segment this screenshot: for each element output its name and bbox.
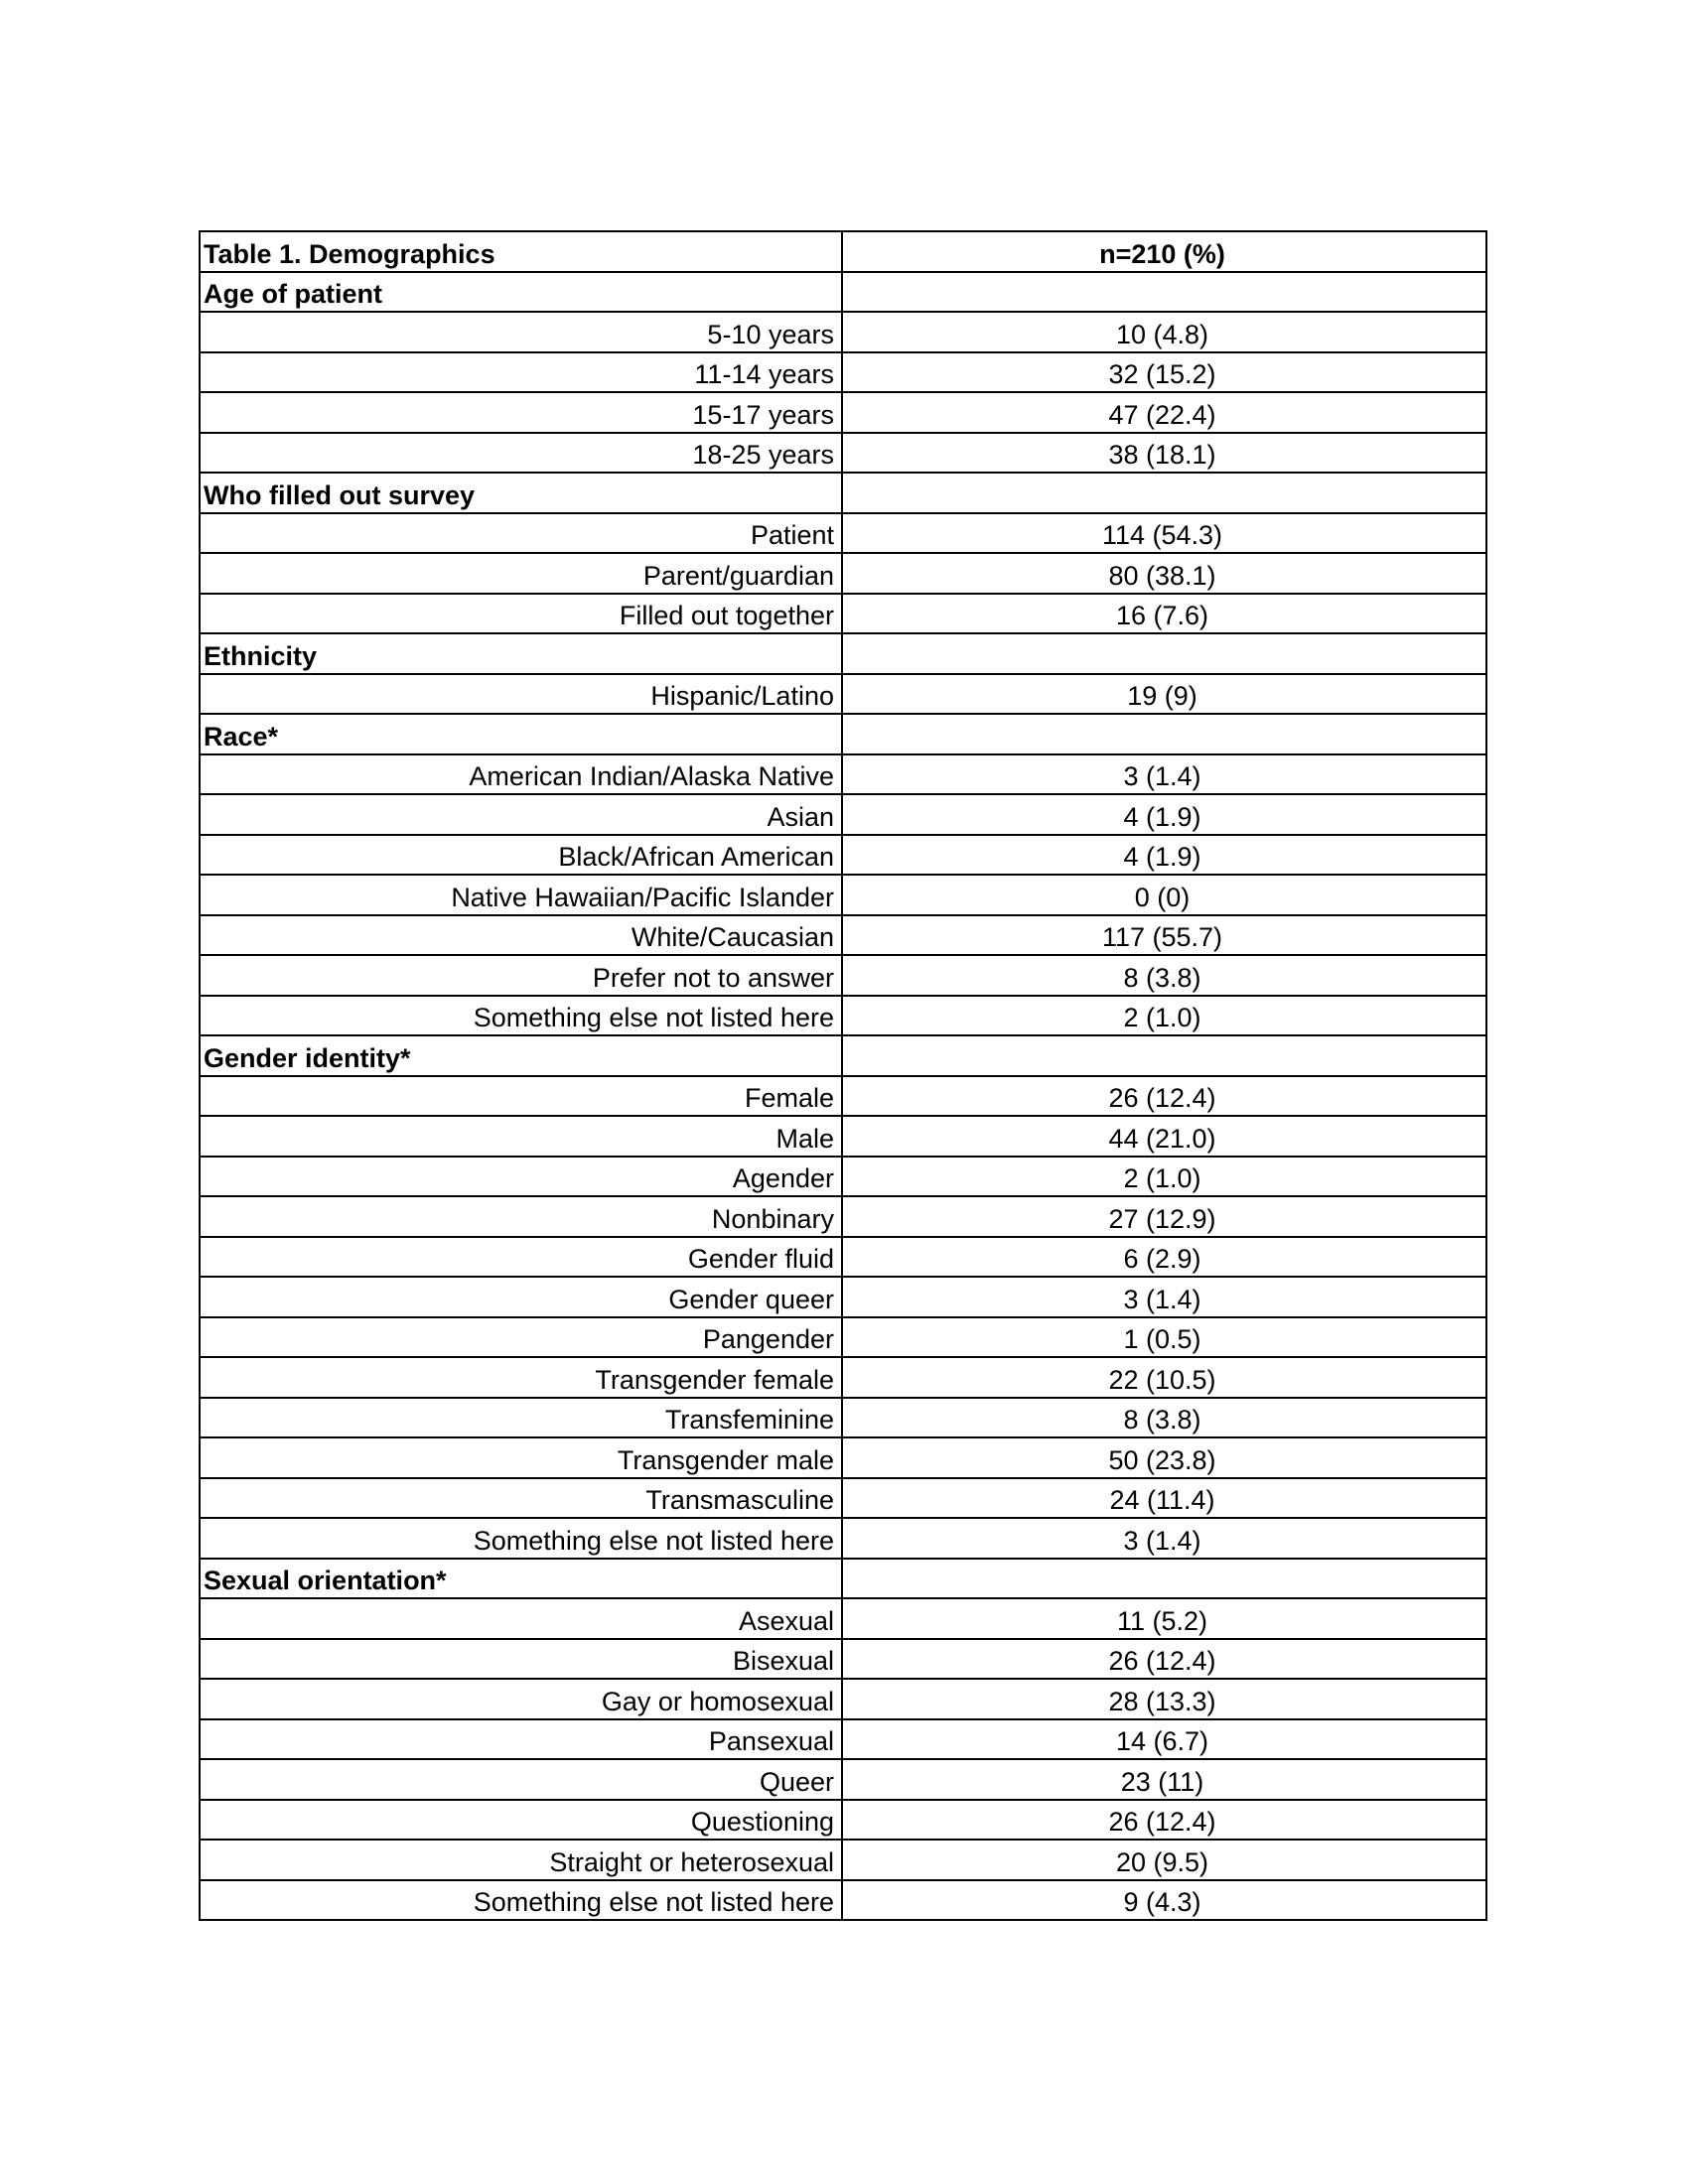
table-row <box>200 392 1486 433</box>
table-row <box>200 754 1486 795</box>
count-value: 3 (1.4) <box>842 754 1486 795</box>
category-label: Black/African American <box>200 835 842 876</box>
table-row <box>200 513 1486 554</box>
category-label: Transmasculine <box>200 1478 842 1519</box>
table-row <box>200 1800 1486 1841</box>
category-label: 15-17 years <box>200 392 842 433</box>
table-row <box>200 594 1486 634</box>
table-row <box>200 1840 1486 1880</box>
section-label: Age of patient <box>200 272 842 313</box>
empty-cell <box>842 714 1486 754</box>
category-label: Gay or homosexual <box>200 1679 842 1719</box>
count-value: 50 (23.8) <box>842 1437 1486 1478</box>
category-label: Bisexual <box>200 1639 842 1680</box>
count-value: 32 (15.2) <box>842 352 1486 393</box>
section-label: Race* <box>200 714 842 754</box>
section-row <box>200 633 1486 674</box>
category-label: Gender fluid <box>200 1237 842 1278</box>
table-row <box>200 433 1486 474</box>
category-label: White/Caucasian <box>200 915 842 956</box>
table-title: Table 1. Demographics <box>200 231 842 272</box>
category-label: Transfeminine <box>200 1398 842 1438</box>
section-row <box>200 473 1486 513</box>
table-header-row <box>200 231 1486 272</box>
category-label: Native Hawaiian/Pacific Islander <box>200 875 842 915</box>
empty-cell <box>842 473 1486 513</box>
category-label: Something else not listed here <box>200 996 842 1036</box>
table-row <box>200 996 1486 1036</box>
count-value: 4 (1.9) <box>842 794 1486 835</box>
empty-cell <box>842 1559 1486 1599</box>
table-row <box>200 1116 1486 1157</box>
table-row <box>200 1759 1486 1800</box>
section-row <box>200 714 1486 754</box>
table-row <box>200 1357 1486 1398</box>
category-label: Asian <box>200 794 842 835</box>
count-value: 3 (1.4) <box>842 1277 1486 1317</box>
count-value: 14 (6.7) <box>842 1719 1486 1760</box>
count-value: 9 (4.3) <box>842 1880 1486 1921</box>
count-value: 2 (1.0) <box>842 1157 1486 1197</box>
category-label: Something else not listed here <box>200 1880 842 1921</box>
table-row <box>200 1157 1486 1197</box>
table-row <box>200 875 1486 915</box>
count-value: 2 (1.0) <box>842 996 1486 1036</box>
count-value: 27 (12.9) <box>842 1196 1486 1237</box>
table-row <box>200 1196 1486 1237</box>
table-row <box>200 1277 1486 1317</box>
count-value: 3 (1.4) <box>842 1518 1486 1559</box>
category-label: Pangender <box>200 1317 842 1358</box>
category-label: Pansexual <box>200 1719 842 1760</box>
category-label: Female <box>200 1076 842 1117</box>
category-label: Hispanic/Latino <box>200 674 842 715</box>
table-row <box>200 1518 1486 1559</box>
table-row <box>200 312 1486 352</box>
table-row <box>200 1880 1486 1921</box>
category-label: Parent/guardian <box>200 553 842 594</box>
table-row <box>200 674 1486 715</box>
count-value: 26 (12.4) <box>842 1076 1486 1117</box>
table-row <box>200 553 1486 594</box>
category-label: Questioning <box>200 1800 842 1841</box>
table-row <box>200 1478 1486 1519</box>
count-value: 114 (54.3) <box>842 513 1486 554</box>
count-value: 28 (13.3) <box>842 1679 1486 1719</box>
category-label: Straight or heterosexual <box>200 1840 842 1880</box>
category-label: Nonbinary <box>200 1196 842 1237</box>
count-value: 10 (4.8) <box>842 312 1486 352</box>
section-row <box>200 1559 1486 1599</box>
category-label: 5-10 years <box>200 312 842 352</box>
section-row <box>200 1035 1486 1076</box>
count-value: 8 (3.8) <box>842 1398 1486 1438</box>
table-row <box>200 1317 1486 1358</box>
table-row <box>200 1598 1486 1639</box>
count-value: 11 (5.2) <box>842 1598 1486 1639</box>
count-value: 22 (10.5) <box>842 1357 1486 1398</box>
category-label: Transgender male <box>200 1437 842 1478</box>
count-value: 1 (0.5) <box>842 1317 1486 1358</box>
demographics-table <box>199 230 1487 1921</box>
count-value: 47 (22.4) <box>842 392 1486 433</box>
count-value: 20 (9.5) <box>842 1840 1486 1880</box>
section-label: Who filled out survey <box>200 473 842 513</box>
count-value: 0 (0) <box>842 875 1486 915</box>
table-row <box>200 1237 1486 1278</box>
category-label: Transgender female <box>200 1357 842 1398</box>
table-row <box>200 1076 1486 1117</box>
category-label: Queer <box>200 1759 842 1800</box>
table-row <box>200 1719 1486 1760</box>
table-row <box>200 955 1486 996</box>
count-value: 23 (11) <box>842 1759 1486 1800</box>
table-row <box>200 1398 1486 1438</box>
category-label: Prefer not to answer <box>200 955 842 996</box>
category-label: Patient <box>200 513 842 554</box>
table-row <box>200 1679 1486 1719</box>
category-label: Filled out together <box>200 594 842 634</box>
table-row <box>200 1639 1486 1680</box>
category-label: Something else not listed here <box>200 1518 842 1559</box>
count-value: 6 (2.9) <box>842 1237 1486 1278</box>
table-row <box>200 1437 1486 1478</box>
count-value: 44 (21.0) <box>842 1116 1486 1157</box>
category-label: 11-14 years <box>200 352 842 393</box>
empty-cell <box>842 633 1486 674</box>
category-label: Asexual <box>200 1598 842 1639</box>
empty-cell <box>842 1035 1486 1076</box>
count-value: 8 (3.8) <box>842 955 1486 996</box>
table-row <box>200 835 1486 876</box>
section-label: Gender identity* <box>200 1035 842 1076</box>
table-row <box>200 915 1486 956</box>
section-row <box>200 272 1486 313</box>
count-value: 80 (38.1) <box>842 553 1486 594</box>
count-value: 4 (1.9) <box>842 835 1486 876</box>
count-value: 117 (55.7) <box>842 915 1486 956</box>
category-label: Male <box>200 1116 842 1157</box>
section-label: Ethnicity <box>200 633 842 674</box>
table-row <box>200 352 1486 393</box>
count-value: 26 (12.4) <box>842 1800 1486 1841</box>
category-label: 18-25 years <box>200 433 842 474</box>
count-value: 24 (11.4) <box>842 1478 1486 1519</box>
count-value: 16 (7.6) <box>842 594 1486 634</box>
count-header: n=210 (%) <box>842 231 1486 272</box>
section-label: Sexual orientation* <box>200 1559 842 1599</box>
count-value: 19 (9) <box>842 674 1486 715</box>
category-label: Gender queer <box>200 1277 842 1317</box>
table-row <box>200 794 1486 835</box>
empty-cell <box>842 272 1486 313</box>
category-label: Agender <box>200 1157 842 1197</box>
table-body <box>200 272 1486 1921</box>
count-value: 26 (12.4) <box>842 1639 1486 1680</box>
category-label: American Indian/Alaska Native <box>200 754 842 795</box>
count-value: 38 (18.1) <box>842 433 1486 474</box>
